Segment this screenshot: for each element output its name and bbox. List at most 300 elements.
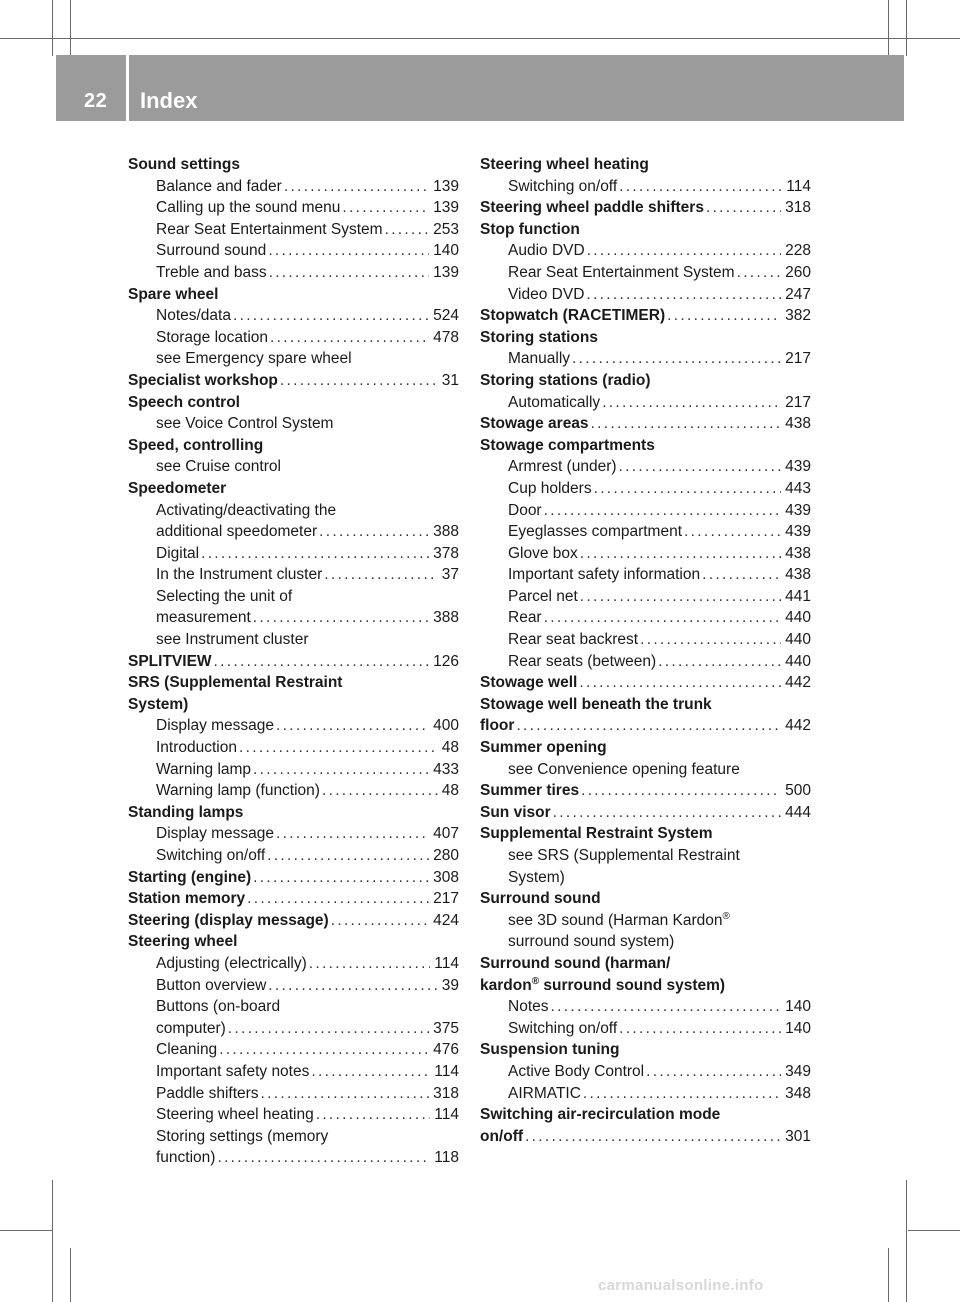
entry-text: Stowage well beneath the trunk [480,695,712,713]
index-entry [128,154,459,176]
leader-dots [551,996,782,1018]
leader-dots [737,262,782,284]
leader-dots [219,1039,429,1061]
index-subentry [128,413,459,435]
section-title: Index [140,88,198,113]
entry-text: see 3D sound (Harman Kardon® [508,910,730,929]
index-subentry [480,1018,811,1040]
index-entry [480,305,811,327]
leader-dots [706,197,781,219]
page-reference: 400 [433,717,459,735]
entry-text: AIRMATIC [508,1084,581,1102]
index-subentry [480,996,811,1018]
entry-text: Storing stations [480,328,598,346]
index-entry [128,931,459,953]
page-reference: 253 [433,220,459,238]
page-reference: 217 [785,393,811,411]
page-reference: 424 [433,911,459,929]
index-subentry [128,564,459,586]
page-reference: 378 [433,544,459,562]
page-reference: 217 [785,350,811,368]
index-subentry [480,845,811,867]
index-subentry [480,348,811,370]
leader-dots [268,975,437,997]
entry-text: Surround sound [480,890,601,908]
page-reference: 114 [434,954,459,972]
entry-text: Steering wheel heating [480,156,649,173]
index-subentry [128,305,459,327]
entry-text: Summer opening [480,739,607,757]
index-subentry [480,651,811,673]
leader-dots [594,478,782,500]
index-entry [480,888,811,910]
page-reference: 438 [785,415,811,433]
entry-text: Manually [508,350,571,368]
leader-dots [544,500,782,522]
index-subentry [128,1039,459,1061]
page-reference: 388 [433,609,459,627]
index-entry [480,327,811,349]
leader-dots [247,888,429,910]
index-subentry [480,1061,811,1083]
leader-dots [646,1061,781,1083]
index-subentry [480,284,811,306]
index-entry [480,1126,811,1148]
index-entry [128,672,459,694]
leader-dots [324,564,437,586]
leader-dots [583,1083,781,1105]
index-subentry [128,240,459,262]
page-reference: 478 [433,328,459,346]
index-subentry [128,1104,459,1126]
page-reference: 476 [433,1041,459,1059]
leader-dots [311,1061,430,1083]
leader-dots [572,348,781,370]
entry-text: Switching on/off [508,177,618,195]
index-subentry [128,1126,459,1148]
index-entry [128,867,459,889]
page-reference: 439 [785,458,811,476]
entry-text: computer) [156,1019,226,1037]
entry-text: Rear Seat Entertainment System [508,263,735,281]
entry-text: floor [480,717,515,735]
page-reference: 301 [785,1127,811,1145]
page-reference: 375 [433,1019,459,1037]
leader-dots [201,543,429,565]
index-column-right [480,154,811,1147]
index-subentry [128,629,459,651]
page-reference: 308 [433,868,459,886]
crop-mark [888,1248,889,1302]
leader-dots [309,953,431,975]
leader-dots [619,1018,781,1040]
entry-text: Steering wheel paddle shifters [480,199,704,217]
page-reference: 441 [785,587,811,605]
entry-text: Paddle shifters [156,1084,259,1102]
page-reference: 442 [785,674,811,692]
crop-mark [908,1230,960,1231]
leader-dots [270,327,429,349]
page-reference: 440 [785,652,811,670]
entry-text: Button overview [156,976,267,994]
entry-text: see Convenience opening feature [508,760,740,778]
index-entry [480,1104,811,1126]
page-reference: 139 [433,263,459,281]
index-subentry [128,348,459,370]
entry-text: Introduction [156,739,237,757]
page-reference: 114 [434,1106,459,1124]
entry-text: Speed, controlling [128,436,264,454]
entry-text: Door [508,501,542,519]
entry-text: Automatically [508,393,601,411]
entry-text: Digital [156,544,200,562]
entry-text: Display message [156,825,275,843]
index-entry [128,802,459,824]
leader-dots [253,607,429,629]
header-divider [126,55,129,121]
leader-dots [276,715,429,737]
index-subentry [128,780,459,802]
index-subentry [480,759,811,781]
index-subentry [480,521,811,543]
leader-dots [553,802,781,824]
registered-mark: ® [531,975,540,987]
entry-text: Steering wheel heating [156,1106,314,1124]
index-subentry [128,953,459,975]
index-entry [480,975,811,997]
leader-dots [253,867,429,889]
leader-dots [586,284,781,306]
entry-text: In the Instrument cluster [156,566,323,584]
entry-text: Video DVD [508,285,585,303]
entry-text: Storing settings (memory [156,1127,329,1145]
entry-text: Important safety notes [156,1062,310,1080]
entry-text: Sound settings [128,156,240,173]
entry-text: see Emergency spare wheel [156,350,352,368]
entry-text: Switching on/off [156,847,266,864]
leader-dots [267,845,429,867]
entry-text: Switching on/off [508,1019,618,1037]
entry-text: Warning lamp [156,760,252,778]
index-subentry [480,240,811,262]
entry-text: Armrest (under) [508,458,617,476]
entry-text: Summer tires [480,782,580,800]
index-subentry [128,219,459,241]
entry-text: see Voice Control System [156,415,334,433]
entry-text: see Instrument cluster [156,631,309,649]
leader-dots [322,780,438,802]
index-subentry [480,564,811,586]
leader-dots [544,607,782,629]
index-subentry [128,1061,459,1083]
index-entry [480,694,811,716]
page-reference: 433 [433,760,459,778]
entry-text: additional speedometer [156,523,318,541]
entry-text: Supplemental Restraint System [480,825,713,843]
leader-dots [228,1018,429,1040]
page-reference: 439 [785,523,811,541]
page-reference: 388 [433,523,459,541]
entry-text: Storage location [156,328,269,346]
watermark: carmanualsonline.info [598,1277,764,1294]
page-reference: 439 [785,501,811,519]
index-entry [480,370,811,392]
index-subentry [128,500,459,522]
entry-text: Rear Seat Entertainment System [156,220,383,238]
entry-text: surround sound system) [508,933,675,951]
index-subentry [128,1083,459,1105]
page-reference: 442 [785,717,811,735]
entry-text: Rear seats (between) [508,652,657,670]
leader-dots [579,672,781,694]
leader-dots [580,586,781,608]
entry-text: Balance and fader [156,177,282,195]
leader-dots [217,1147,430,1169]
index-column-left [128,154,459,1169]
index-subentry [128,543,459,565]
entry-text: Calling up the sound menu [156,199,341,217]
entry-text: on/off [480,1127,524,1145]
page-reference: 440 [785,609,811,627]
entry-text: function) [156,1149,216,1167]
page-reference: 318 [433,1084,459,1102]
entry-text: Stop function [480,220,580,238]
index-entry [128,392,459,414]
entry-text: Spare wheel [128,285,219,303]
index-entry [128,910,459,932]
page-reference: 118 [434,1149,459,1167]
index-subentry [128,607,459,629]
page-reference: 348 [785,1084,811,1102]
page-reference: 139 [433,199,459,217]
entry-text: Display message [156,717,275,735]
crop-mark [906,0,907,56]
entry-text: Stowage areas [480,415,589,433]
crop-mark [52,1180,53,1302]
entry-text: Activating/deactivating the [156,501,337,519]
entry-text: Suspension tuning [480,1041,620,1059]
leader-dots [684,521,781,543]
crop-mark [52,0,53,56]
entry-text: Notes/data [156,307,231,325]
entry-text: Steering (display message) [128,911,329,929]
entry-text: Cup holders [508,479,592,497]
index-subentry [128,737,459,759]
page-reference: 39 [441,976,459,994]
index-subentry [480,629,811,651]
leader-dots [619,176,782,198]
entry-text: Steering wheel [128,933,238,951]
crop-mark [70,0,71,56]
entry-text: see Cruise control [156,458,281,476]
page-reference: 438 [785,566,811,584]
index-subentry [480,176,811,198]
entry-text: Selecting the unit of [156,587,293,605]
entry-text: Notes [508,998,549,1016]
page-reference: 126 [433,652,459,670]
index-subentry [128,845,459,867]
index-entry [128,888,459,910]
entry-text: Cleaning [156,1041,218,1059]
entry-text: Stopwatch (RACETIMER) [480,307,666,325]
entry-text: Speedometer [128,479,227,497]
page-reference: 382 [785,307,811,325]
index-entry [128,478,459,500]
index-subentry [480,586,811,608]
entry-text: Rear [508,609,542,627]
index-entry [480,197,811,219]
index-entry [480,953,811,975]
index-subentry [480,456,811,478]
entry-text: Surround sound (harman/ [480,954,671,972]
leader-dots [233,305,429,327]
page-reference: 407 [433,825,459,843]
entry-text: SPLITVIEW [128,652,212,670]
leader-dots [580,543,781,565]
index-entry [128,435,459,457]
index-subentry [480,262,811,284]
index-subentry [480,1083,811,1105]
index-entry [128,694,459,716]
index-subentry [128,521,459,543]
entry-text: measurement [156,609,251,627]
index-entry [480,823,811,845]
index-subentry [480,392,811,414]
page-reference: 349 [785,1062,811,1080]
crop-mark [0,38,960,39]
leader-dots [516,715,781,737]
crop-mark [0,1230,52,1231]
index-subentry [480,543,811,565]
leader-dots [331,910,429,932]
page-reference: 48 [441,739,459,757]
leader-dots [268,240,429,262]
index-entry [480,435,811,457]
entry-text: Buttons (on-board [156,998,281,1016]
entry-text: System) [508,868,565,886]
index-entry [128,370,459,392]
index-subentry [128,176,459,198]
leader-dots [276,823,429,845]
page-reference: 48 [441,782,459,800]
entry-text: System) [128,695,189,713]
leader-dots [316,1104,431,1126]
leader-dots [640,629,781,651]
index-subentry [480,478,811,500]
index-subentry [128,823,459,845]
page-reference: 228 [785,242,811,260]
index-subentry [128,975,459,997]
index-subentry [128,586,459,608]
leader-dots [587,240,781,262]
entry-text: Eyeglasses compartment [508,523,683,541]
leader-dots [319,521,429,543]
entry-text: Treble and bass [156,263,267,281]
index-entry [480,413,811,435]
entry-text: Adjusting (electrically) [156,954,307,972]
index-entry [480,672,811,694]
entry-text: see SRS (Supplemental Restraint [508,847,740,864]
page-reference: 114 [434,1062,459,1080]
entry-text: Speech control [128,393,240,411]
index-entry [480,154,811,176]
leader-dots [284,176,429,198]
index-subentry [128,1018,459,1040]
index-subentry [128,715,459,737]
index-entry [480,737,811,759]
leader-dots [525,1126,781,1148]
entry-text: Stowage compartments [480,436,655,454]
entry-text: SRS (Supplemental Restraint [128,674,343,692]
leader-dots [602,392,781,414]
entry-text: Starting (engine) [128,868,252,886]
entry-text: Rear seat backrest [508,631,639,649]
page-reference: 524 [433,307,459,325]
index-entry [128,284,459,306]
leader-dots [667,305,781,327]
entry-text: Important safety information [508,566,701,584]
entry-text: Parcel net [508,587,578,605]
index-entry [480,780,811,802]
index-subentry [128,327,459,349]
leader-dots [280,370,438,392]
leader-dots [269,262,430,284]
index-subentry [128,759,459,781]
entry-text: Station memory [128,890,246,908]
page-reference: 139 [433,177,459,195]
leader-dots [253,759,429,781]
entry-text-continued: surround sound system) [539,976,726,994]
index-subentry [128,1147,459,1169]
leader-dots [342,197,429,219]
page-reference: 260 [785,263,811,281]
page-reference: 500 [785,782,811,800]
index-subentry [480,867,811,889]
index-entry [480,1039,811,1061]
leader-dots [261,1083,430,1105]
page-reference: 440 [785,631,811,649]
entry-text: Glove box [508,544,578,562]
index-subentry [128,996,459,1018]
entry-text: Active Body Control [508,1062,645,1080]
page-reference: 37 [441,566,459,584]
page-reference: 140 [433,242,459,260]
page-number: 22 [84,90,108,112]
index-entry [480,802,811,824]
index-subentry [480,910,811,932]
entry-text: kardon® surround sound system) [480,975,726,994]
page-reference: 280 [433,847,459,864]
crop-mark [888,0,889,56]
leader-dots [581,780,781,802]
page-reference: 217 [433,890,459,908]
entry-text: Storing stations (radio) [480,371,651,389]
page-reference: 247 [785,285,811,303]
entry-text: Surround sound [156,242,267,260]
page-reference: 443 [785,479,811,497]
index-subentry [128,456,459,478]
index-entry [480,715,811,737]
crop-mark [70,1248,71,1302]
page-reference: 140 [785,1019,811,1037]
entry-text: Standing lamps [128,803,244,821]
registered-mark: ® [722,910,730,922]
index-entry [128,651,459,673]
entry-text: Sun visor [480,803,551,821]
leader-dots [214,651,430,673]
page-reference: 31 [441,371,459,389]
entry-text: Switching air-recirculation mode [480,1106,721,1124]
